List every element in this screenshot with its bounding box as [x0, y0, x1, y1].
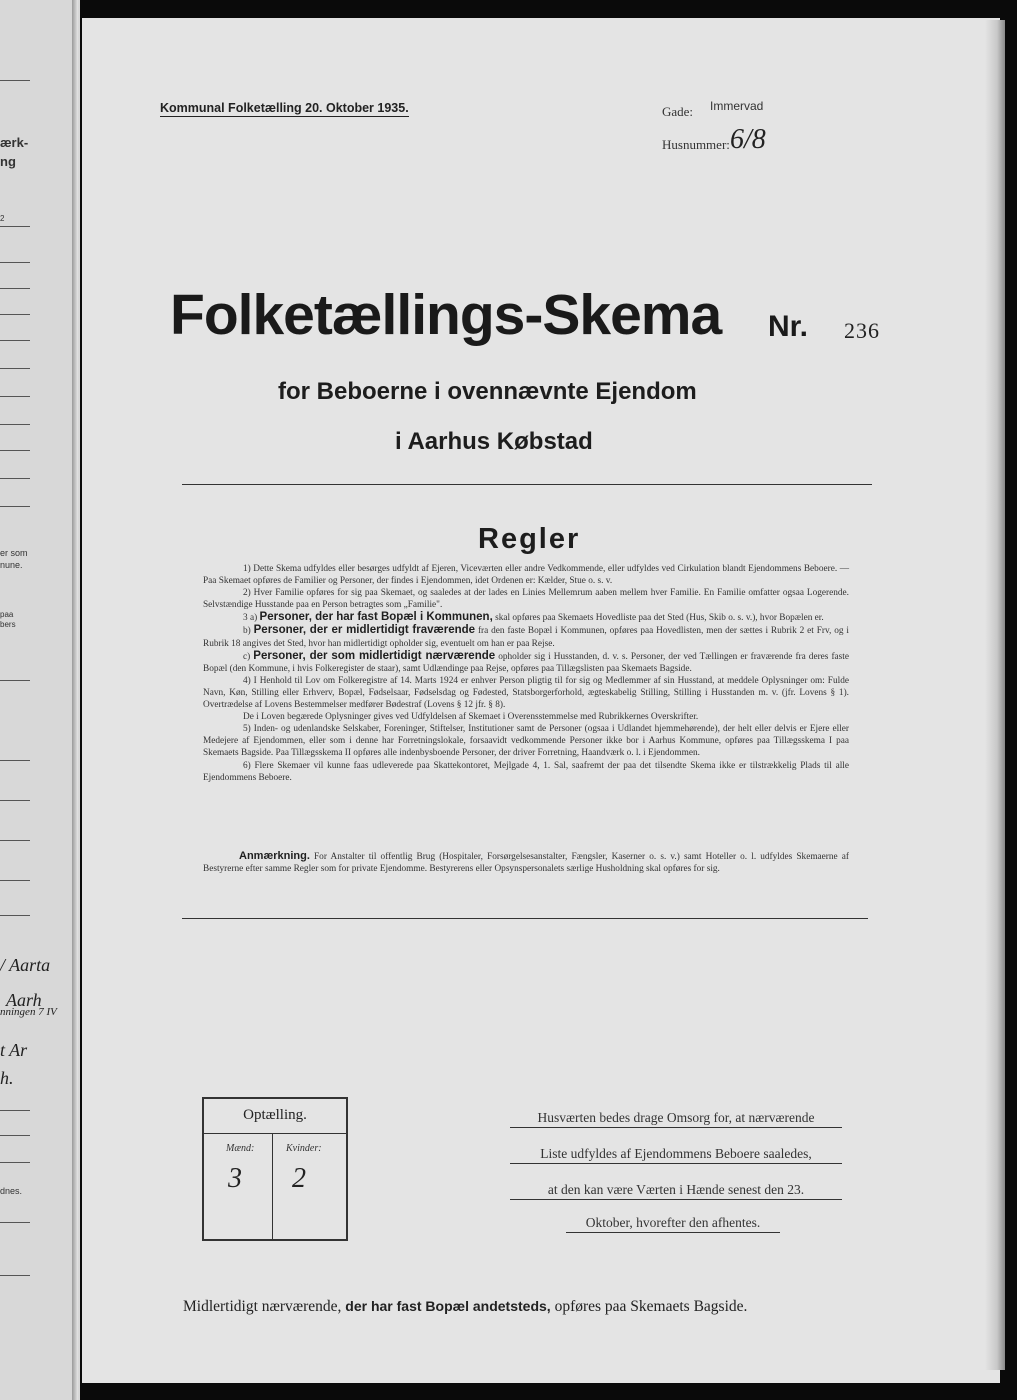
rules-heading: Regler [478, 523, 581, 555]
footer-note [183, 1298, 747, 1316]
left-rule [0, 800, 30, 801]
kvinder-label: Kvinder: [286, 1143, 322, 1154]
left-handwriting: nningen 7 IV [0, 1006, 57, 1018]
rule-body: skal opføres paa Skemaets Hovedliste paa det Sted (Hus, Skib o. s. v.), hvor Bopælen er. [495, 613, 824, 624]
gade-value: Immervad [710, 99, 764, 113]
left-rule [0, 478, 30, 479]
left-text-fragment: er som [0, 548, 28, 558]
tally-column-divider [272, 1133, 273, 1239]
rule-subheading: Personer, der som midlertidigt nærværende [253, 649, 496, 662]
left-text-fragment: bers [0, 620, 16, 629]
form-subtitle: for Beboerne i ovennævnte Ejendom [278, 378, 697, 405]
anmaerkning-note [203, 850, 849, 875]
rules-text [203, 563, 849, 784]
rule-subheading: Personer, der er midlertidigt fraværende [253, 624, 476, 637]
anmaerkning-heading: Anmærkning. [239, 850, 310, 862]
left-rule [0, 506, 30, 507]
rule-6: 6) Flere Skemaer vil kunne faas udleverede paa Skattekontoret, Mejlgade 4, 1. Sal, saafremt der paa det tilsendte Skema ikke er tilstrækkelig Plads til alle Ejendommens Beboere. [203, 760, 849, 783]
gade-label: Gade: [662, 104, 694, 119]
left-rule [0, 680, 30, 681]
left-text-fragment: nune. [0, 560, 23, 570]
rule-number: c) [243, 651, 251, 662]
husnummer-value: 6/8 [730, 124, 766, 155]
form-subtitle-city: i Aarhus Købstad [395, 428, 593, 455]
rule-4: 4) I Henhold til Lov om Folkeregistre af 14. Marts 1924 er enhver Person pligtig til for sig og Medlemmer af sin Husstand, at meddele Oplysninger om: Fulde Navn, Køn, Stilling eller Erhverv, Bopæl, Fødselsaar, Fødselsdag og Fødested, Statsborgerforhold, ægteskabelig Stilling, Stilling i Husstanden m. v. (jfr. Lovens § 1). Overtrædelse af Lovens Bestemmelser medfører Bødestraf (Lovens § 12 jfr. § 8). [203, 675, 849, 711]
left-text-fragment: paa [0, 610, 14, 619]
left-handwriting: t Ar [0, 1040, 28, 1060]
left-rule [0, 760, 30, 761]
left-rule [0, 1110, 30, 1111]
kvinder-count: 2 [292, 1163, 306, 1194]
optaelling-box [202, 1097, 348, 1241]
left-rule [0, 288, 30, 289]
form-number-value: 236 [844, 318, 880, 343]
book-spine [72, 0, 78, 1400]
left-text-fragment: ng [0, 154, 16, 169]
tally-divider [204, 1133, 346, 1134]
maend-label: Mænd: [226, 1143, 255, 1154]
footer-text: Midlertidigt nærværende, [183, 1298, 342, 1315]
divider [182, 918, 868, 919]
left-rule [0, 314, 30, 315]
divider [182, 484, 872, 485]
census-header: Kommunal Folketælling 20. Oktober 1935. [160, 101, 409, 115]
left-rule [0, 915, 30, 916]
footer-text: opføres paa Skemaets Bagside. [554, 1298, 748, 1315]
page-edge [985, 20, 1005, 1370]
form-title: Folketællings-Skema [170, 283, 722, 347]
left-rule [0, 80, 30, 81]
left-handwriting: / Aarta [0, 955, 51, 975]
left-rule [0, 262, 30, 263]
left-text-fragment: 2 [0, 214, 5, 223]
rule-body: fra den faste Bopæl i Kommunen, opføres paa Hovedlisten, men der sættes i Rubrik 2 et Frv, og i Rubrik 18 angives det Sted, hvor han midlertidigt opholder sig, eventuelt om han er paa Rejse. [203, 626, 850, 649]
left-rule [0, 880, 30, 881]
left-rule [0, 1135, 30, 1136]
left-rule [0, 840, 30, 841]
rule-5: 5) Inden- og udenlandske Selskaber, Foreninger, Stiftelser, Institutioner samt de Personer (ogsaa i Udlandet hjemmehørende), der helt eller delvis er Ejere eller Medejere af Ejendommen, eller som i denne har Forretningslokale, forsaavidt vedkommende Personer ikke bor i Aarhus Kommune, opføres paa Tillægsskema I paa Skemaets Bagside. Paa Tillægsskema II opføres alle indenbysboende Personer, der driver Forretning, Haandværk o. l. i Ejendommen. [203, 724, 849, 759]
landlord-notice-line: Oktober, hvorefter den afhentes. [566, 1215, 780, 1233]
left-text-fragment: ærk- [0, 135, 29, 150]
landlord-notice-line: Liste udfyldes af Ejendommens Beboere saaledes, [510, 1146, 842, 1164]
left-rule [0, 450, 30, 451]
left-text-fragment: dnes. [0, 1186, 23, 1196]
landlord-notice-line: Husværten bedes drage Omsorg for, at nærværende [510, 1110, 842, 1128]
left-rule [0, 1162, 30, 1163]
optaelling-title: Optælling. [243, 1107, 307, 1123]
left-rule [0, 368, 30, 369]
rule-number: b) [243, 626, 251, 637]
rule-body: opholder sig i Husstanden, d. v. s. Personer, der ved Tællingen er fraværende fra deres faste Bopæl (den Kommune, i hvis Folkeregister de staar), samt Udlændinge paa Rejse, opføres paa Tillægslisten paa Skemaets Bagside. [203, 651, 850, 674]
left-rule [0, 1275, 30, 1276]
form-number-label: Nr. [768, 310, 809, 343]
rule-3b [203, 624, 849, 649]
left-page-fragment [0, 0, 80, 1400]
anmaerkning-text: For Anstalter til offentlig Brug (Hospitaler, Forsørgelsesanstalter, Fængsler, Kaserner o. s. v.) samt Hoteller o. l. udfyldes Skemaerne af Bestyrerne efter samme Regler som for private Ejendomme. Bestyrerens eller Opsynspersonalets særlige Husholdning skal opføres for sig. [203, 852, 849, 875]
left-handwriting: h. [0, 1068, 14, 1088]
landlord-notice-line: at den kan være Værten i Hænde senest den 23. [510, 1182, 842, 1200]
rule-subheading: Personer, der har fast Bopæl i Kommunen, [259, 611, 493, 624]
husnummer-label: Husnummer: [662, 137, 730, 152]
left-handwriting: Aarh [6, 990, 42, 1010]
rule-number: 3 a) [243, 613, 258, 624]
footer-bold-text: der har fast Bopæl andetsteds, [345, 1298, 551, 1314]
left-rule [0, 424, 30, 425]
maend-count: 3 [228, 1163, 242, 1194]
rule-4b: De i Loven begærede Oplysninger gives ved Udfyldelsen af Skemaet i Overensstemmelse med Rubrikkernes Overskrifter. [243, 712, 699, 723]
rule-2: 2) Hver Familie opføres for sig paa Skemaet, og saaledes at der lades en Linies Mellemrum aaben mellem hver Familie. En Familie omfatter ogsaa Logerende. Selvstændige Husstande paa en Person betragtes som „Familie". [203, 588, 849, 611]
rule-1: 1) Dette Skema udfyldes eller besørges udfyldt af Ejeren, Viceværten eller andre Vedkommende, eller udfyldes ved Cirkulation blandt Ejendommens Beboere. — Paa Skemaet opføres de Familier og Personer, der findes i Ejendommen, idet Ordenen er: Kælder, Stue o. s. v. [203, 564, 849, 587]
left-rule [0, 340, 30, 341]
rule-3a [203, 611, 849, 624]
rule-3c [203, 650, 849, 675]
left-rule [0, 226, 30, 227]
left-rule [0, 1222, 30, 1223]
left-rule [0, 396, 30, 397]
